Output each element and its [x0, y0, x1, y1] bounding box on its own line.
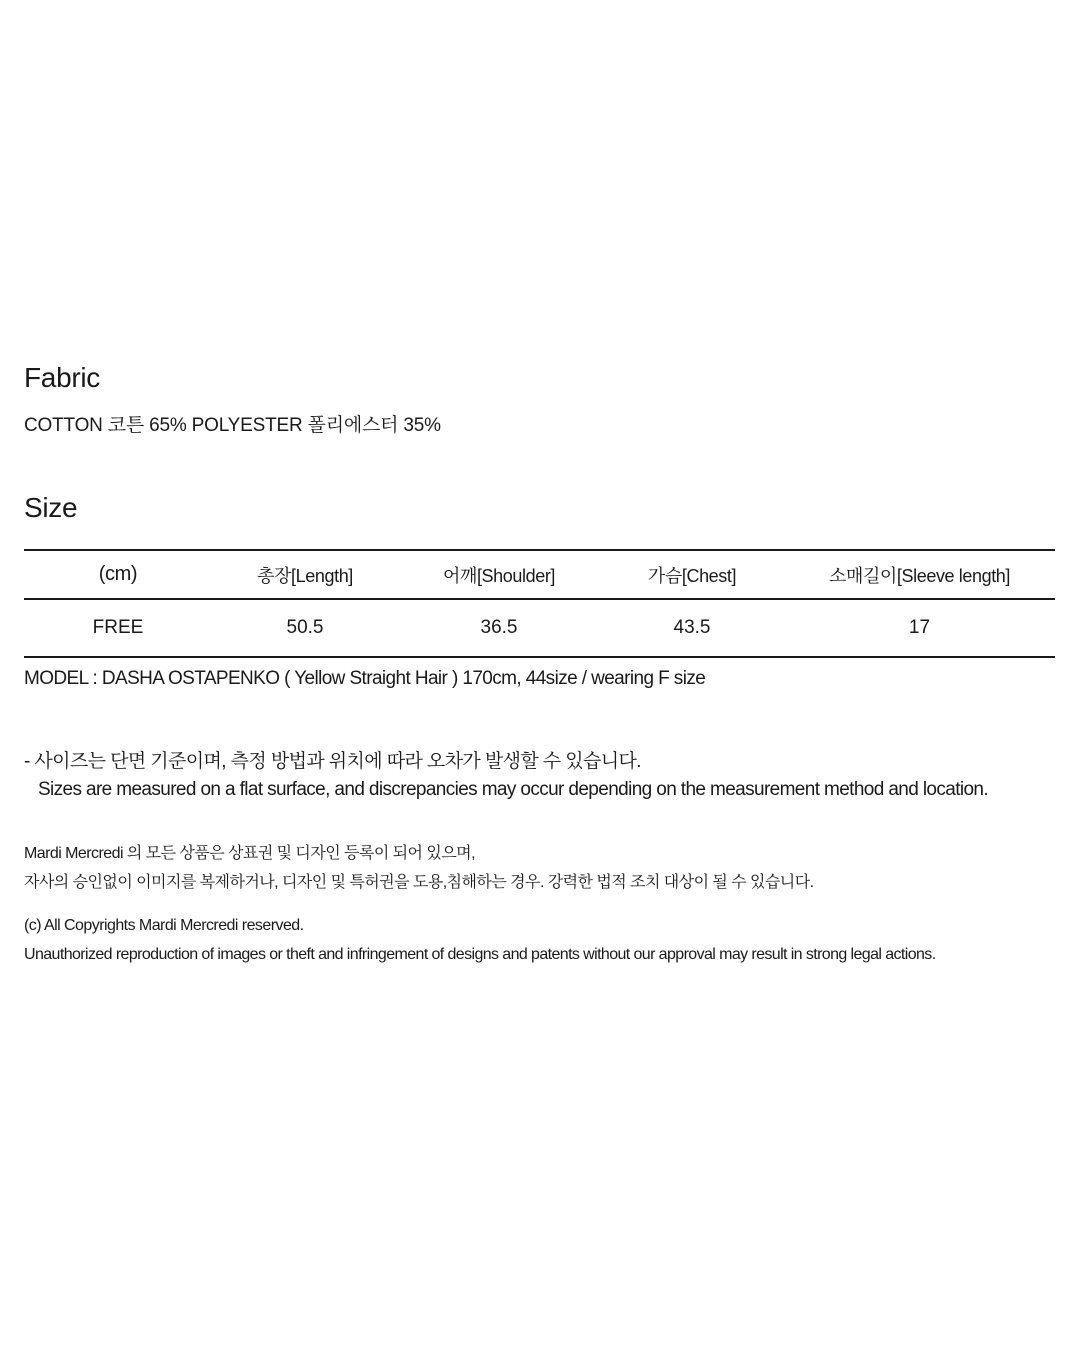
table-row: [24, 599, 1055, 657]
measurement-note-korean: - 사이즈는 단면 기준이며, 측정 방법과 위치에 따라 오차가 발생할 수 있습니다.: [24, 751, 641, 772]
fabric-heading: Fabric: [24, 362, 100, 393]
size-heading: Size: [24, 492, 78, 523]
fabric-composition: COTTON 코튼 65% POLYESTER 폴리에스터 35%: [24, 415, 441, 436]
cell-chest: 43.5: [673, 617, 711, 638]
header-length: 총장[Length]: [257, 565, 353, 586]
size-table-header-row: [24, 550, 1055, 599]
cell-length: 50.5: [286, 617, 324, 638]
cell-size-label: FREE: [92, 617, 144, 638]
trademark-notice-korean-line-2: 자사의 승인없이 이미지를 복제하거나, 디자인 및 특허권을 도용,침해하는 경우. 강력한 법적 조치 대상이 될 수 있습니다.: [24, 874, 814, 891]
header-unit: (cm): [98, 563, 138, 585]
unauthorized-use-notice: Unauthorized reproduction of images or theft and infringement of designs and patents without our approval may result in strong legal actions.: [24, 946, 936, 963]
model-info: MODEL : DASHA OSTAPENKO ( Yellow Straight Hair ) 170cm, 44size / wearing F size: [24, 668, 706, 689]
cell-shoulder: 36.5: [480, 617, 518, 638]
cell-sleeve-length: 17: [908, 617, 931, 638]
header-chest: 가슴[Chest]: [647, 565, 737, 586]
size-table: [24, 549, 1055, 658]
trademark-notice-korean-line-1: Mardi Mercredi 의 모든 상품은 상표권 및 디자인 등록이 되어 있으며,: [24, 845, 475, 862]
header-sleeve-length: 소매길이[Sleeve length]: [828, 565, 1011, 586]
header-shoulder: 어깨[Shoulder]: [442, 565, 556, 586]
copyright-notice: (c) All Copyrights Mardi Mercredi reserved.: [24, 917, 304, 934]
measurement-note-english: Sizes are measured on a flat surface, and discrepancies may occur depending on the measurement method and location.: [38, 779, 989, 800]
